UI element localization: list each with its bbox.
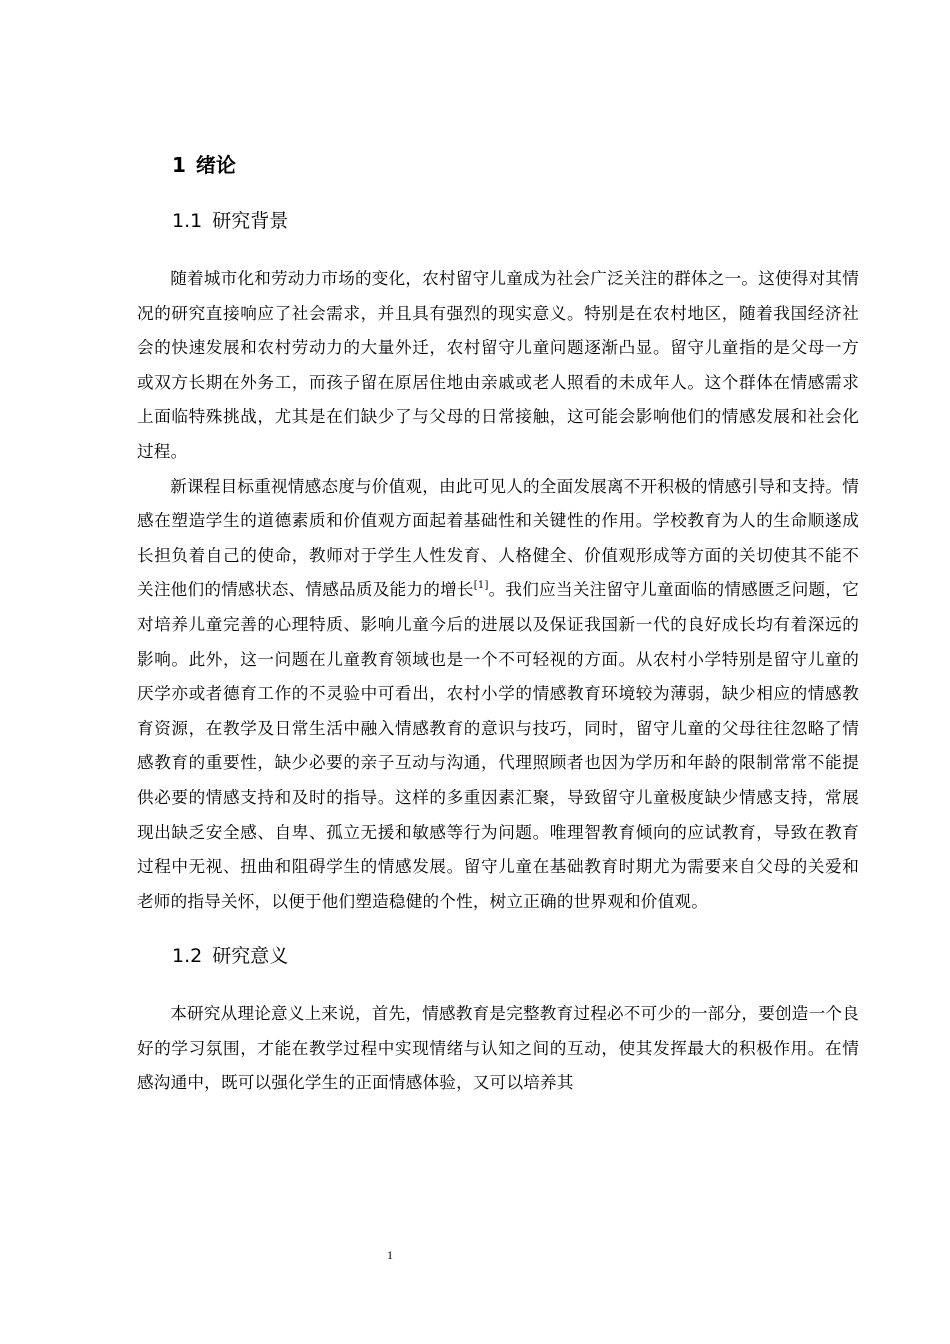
body-paragraph [137, 470, 859, 920]
page-number: 1 [387, 1248, 393, 1262]
section-title: 研究背景 [212, 210, 289, 232]
section-number: 1.1 [172, 210, 203, 232]
body-paragraph: 本研究从理论意义上来说，首先，情感教育是完整教育过程必不可少的一部分，要创造一个良好的学习氛围，才能在教学过程中实现情绪与认知之间的互动，使其发挥最大的积极作用。在情感沟通中，既可以强化学生的正面情感体验，又可以培养其 [137, 1004, 859, 1093]
chapter-number: 1 [172, 153, 186, 177]
chapter-heading [172, 150, 859, 180]
section-heading-significance [172, 941, 859, 971]
page-body [137, 150, 859, 1101]
paragraph-text: 。我们应当关注留守儿童面临的情感匮乏问题，它对培养儿童完善的心理特质、影响儿童今后的进展以及保证我国新一代的良好成长均有着深远的影响。此外，这一问题在儿童教育领域也是一个不可轻视的方面。从农村小学特别是留守儿童的厌学亦或者德育工作的不灵验中可看出，农村小学的情感教育环境较为薄弱，缺少相应的情感教育资源，在教学及日常生活中融入情感教育的意识与技巧，同时，留守儿童的父母往往忽略了情感教育的重要性，缺少必要的亲子互动与沟通，代理照顾者也因为学历和年龄的限制常常不能提供必要的情感支持和及时的指导。这样的多重因素汇聚，导致留守儿童极度缺少情感支持，常展现出缺乏安全感、自卑、孤立无援和敏感等行为问题。唯理智教育倾向的应试教育，导致在教育过程中无视、扭曲和阻碍学生的情感发展。留守儿童在基础教育时期尤为需要来自父母的关爱和老师的指导关怀，以便于他们塑造稳健的个性，树立正确的世界观和价值观。 [137, 580, 859, 911]
section-heading-background [172, 206, 859, 236]
chapter-title: 绪论 [195, 153, 236, 177]
body-paragraph: 随着城市化和劳动力市场的变化，农村留守儿童成为社会广泛关注的群体之一。这使得对其情况的研究直接响应了社会需求，并且具有强烈的现实意义。特别是在农村地区，随着我国经济社会的快速发展和农村劳动力的大量外迁，农村留守儿童问题逐渐凸显。留守儿童指的是父母一方或双方长期在外务工，而孩子留在原居住地由亲戚或老人照看的未成年人。这个群体在情感需求上面临特殊挑战，尤其是在们缺少了与父母的日常接触，这可能会影响他们的情感发展和社会化过程。 [137, 269, 859, 461]
paragraph-text: 新课程目标重视情感态度与价值观，由此可见人的全面发展离不开积极的情感引导和支持。情感在塑造学生的道德素质和价值观方面起着基础性和关键性的作用。学校教育为人的生命顺遂成长担负着自己的使命，教师对于学生人性发育、人格健全、价值观形成等方面的关切使其不能不关注他们的情感状态、情感品质及能力的增长 [137, 476, 859, 600]
section-title: 研究意义 [212, 945, 289, 968]
section-number: 1.2 [172, 945, 203, 968]
citation-marker: [1] [473, 580, 489, 592]
